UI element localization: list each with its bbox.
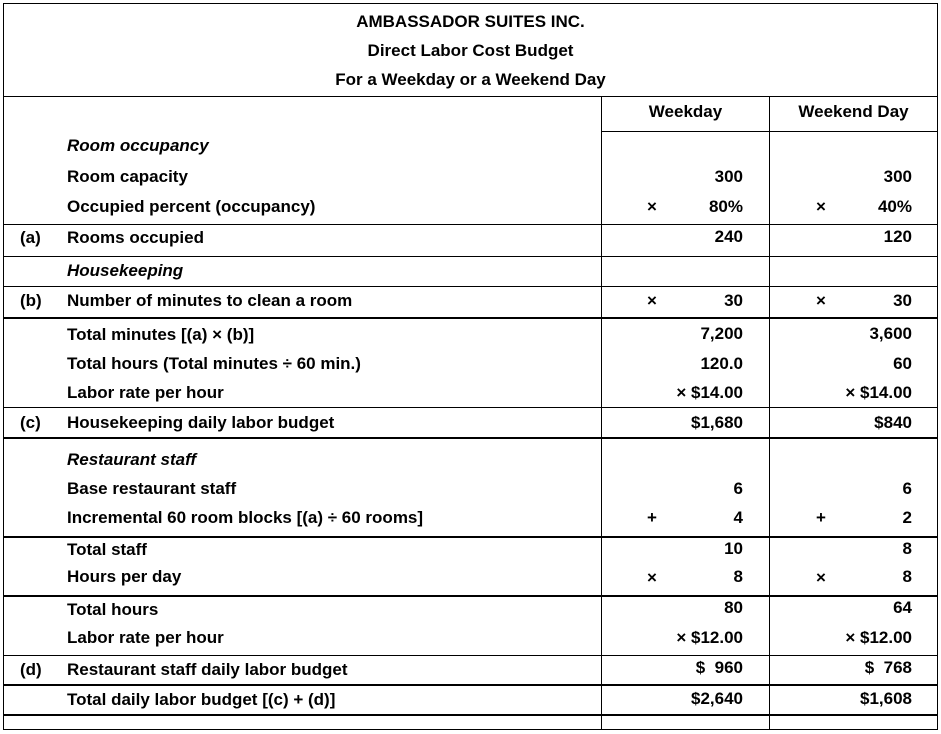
weekend-blocks-operator: + (816, 508, 826, 527)
weekend-base-staff: 6 (902, 479, 912, 498)
company-name: AMBASSADOR SUITES INC. (356, 12, 585, 31)
column-header-underline (601, 131, 937, 132)
weekend-housekeeping-budget: $840 (874, 413, 912, 432)
row-label-total-hours-rs: Total hours (67, 600, 159, 619)
weekend-minutes-operator: × (816, 291, 826, 310)
weekday-incremental-blocks: 4 (733, 508, 743, 527)
rule-hours-total (4, 595, 937, 597)
weekend-occupied-percent: 40% (877, 197, 912, 216)
weekday-restaurant-budget: $ 960 (695, 658, 743, 677)
tag-b: (b) (20, 291, 42, 310)
weekend-total-minutes: 3,600 (869, 324, 912, 343)
section-room-occupancy: Room occupancy (67, 136, 209, 155)
weekend-rooms-occupied: 120 (883, 227, 912, 246)
column-divider-left (601, 96, 602, 729)
weekday-total-hours-hk: 120.0 (700, 354, 743, 373)
weekend-total-hours-hk: 60 (893, 354, 912, 373)
weekday-labor-rate-hk: × $14.00 (676, 383, 743, 402)
weekend-total-staff: 8 (902, 539, 912, 558)
rule-b-bottom (4, 317, 937, 319)
row-label-labor-rate-rs: Labor rate per hour (67, 628, 224, 647)
row-label-total-minutes: Total minutes [(a) × (b)] (67, 325, 255, 344)
rule-d-top (4, 655, 937, 656)
column-divider-right (769, 96, 770, 729)
weekend-occupancy-operator: × (816, 197, 826, 216)
row-label-total-staff: Total staff (67, 540, 147, 559)
weekday-total-daily-budget: $2,640 (691, 689, 743, 708)
tag-c: (c) (20, 413, 41, 432)
weekday-minutes-to-clean: 30 (724, 291, 743, 310)
row-label-labor-rate-hk: Labor rate per hour (67, 383, 224, 402)
rule-c-top (4, 407, 937, 408)
weekday-blocks-operator: + (647, 508, 657, 527)
weekend-column-header: Weekend Day (798, 102, 909, 121)
row-label-minutes-to-clean: Number of minutes to clean a room (67, 291, 353, 310)
row-label-total-daily-budget: Total daily labor budget [(c) + (d)] (67, 690, 336, 709)
weekday-rooms-occupied: 240 (714, 227, 743, 246)
tag-d: (d) (20, 660, 42, 679)
weekend-total-daily-budget: $1,608 (860, 689, 912, 708)
weekday-labor-rate-rs: × $12.00 (676, 628, 743, 647)
row-label-room-capacity: Room capacity (67, 167, 188, 186)
row-label-restaurant-budget: Restaurant staff daily labor budget (67, 660, 348, 679)
weekday-occupied-percent: 80% (708, 197, 743, 216)
rule-a-top (4, 224, 937, 225)
row-label-base-staff: Base restaurant staff (67, 479, 237, 498)
weekend-minutes-to-clean: 30 (893, 291, 912, 310)
rule-b-top (4, 286, 937, 287)
row-label-incremental-blocks: Incremental 60 room blocks [(a) ÷ 60 rooms] (67, 508, 424, 527)
section-housekeeping: Housekeeping (67, 261, 184, 280)
rule-staff-total (4, 536, 937, 538)
tag-a: (a) (20, 228, 41, 247)
weekday-total-staff: 10 (724, 539, 743, 558)
weekday-minutes-operator: × (647, 291, 657, 310)
weekday-base-staff: 6 (733, 479, 743, 498)
weekend-hours-operator: × (816, 568, 826, 587)
weekend-hours-per-day: 8 (902, 567, 912, 586)
weekday-total-minutes: 7,200 (700, 324, 743, 343)
section-restaurant-staff: Restaurant staff (67, 450, 197, 469)
weekday-room-capacity: 300 (714, 167, 743, 186)
weekend-labor-rate-hk: × $14.00 (845, 383, 912, 402)
header-divider (4, 96, 937, 97)
weekday-hours-per-day: 8 (733, 567, 743, 586)
weekend-incremental-blocks: 2 (902, 508, 912, 527)
weekday-column-header: Weekday (648, 102, 723, 121)
weekend-restaurant-budget: $ 768 (864, 658, 912, 677)
weekend-labor-rate-rs: × $12.00 (845, 628, 912, 647)
budget-period: For a Weekday or a Weekend Day (335, 70, 606, 89)
weekday-occupancy-operator: × (647, 197, 657, 216)
rule-total-top (4, 684, 937, 686)
weekday-hours-operator: × (647, 568, 657, 587)
row-label-total-hours-hk: Total hours (Total minutes ÷ 60 min.) (67, 354, 361, 373)
row-label-hours-per-day: Hours per day (67, 567, 182, 586)
budget-title: Direct Labor Cost Budget (367, 41, 574, 60)
rule-total-bottom (4, 714, 937, 716)
rule-a-bottom (4, 256, 937, 257)
row-label-occupied-percent: Occupied percent (occupancy) (67, 197, 316, 216)
weekend-room-capacity: 300 (883, 167, 912, 186)
weekday-housekeeping-budget: $1,680 (691, 413, 743, 432)
rule-c-bottom (4, 437, 937, 439)
weekend-total-hours-rs: 64 (893, 598, 912, 617)
row-label-rooms-occupied: Rooms occupied (67, 228, 204, 247)
weekday-total-hours-rs: 80 (724, 598, 743, 617)
row-label-housekeeping-budget: Housekeeping daily labor budget (67, 413, 335, 432)
budget-table (3, 3, 938, 730)
